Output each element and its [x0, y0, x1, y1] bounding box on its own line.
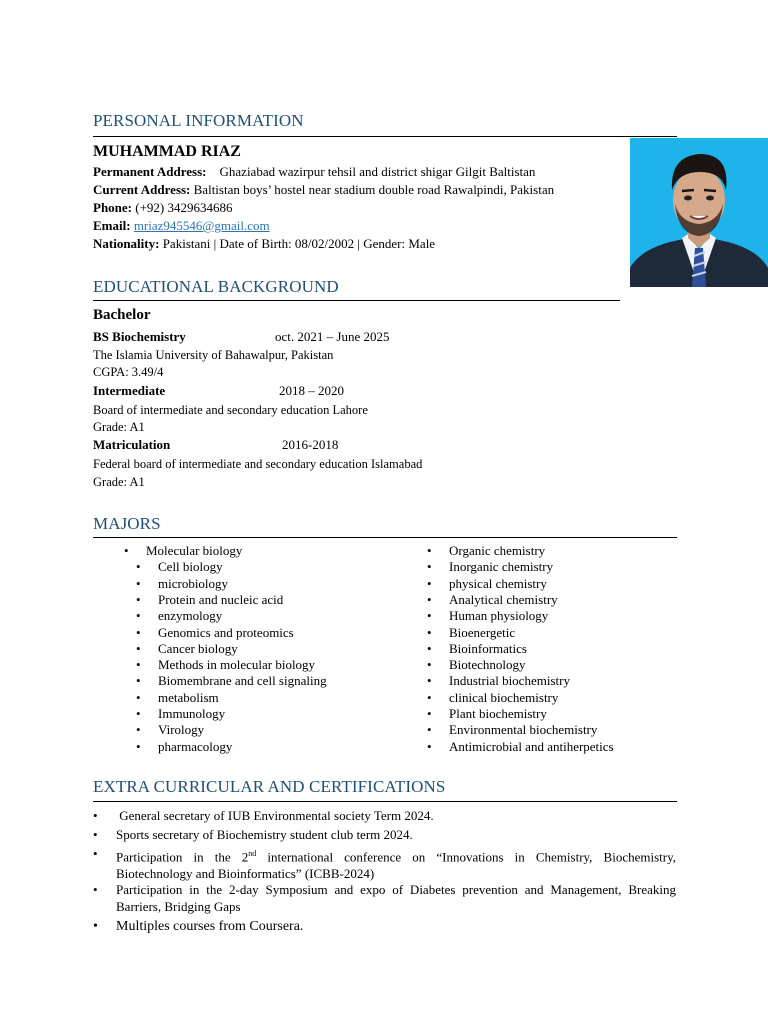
personal-info-rule — [93, 136, 677, 137]
profile-photo — [630, 138, 768, 287]
major-left-item: • Cell biology — [158, 559, 223, 575]
major-left-item: • microbiology — [158, 576, 228, 592]
matriculation-title: Matriculation — [93, 437, 171, 452]
candidate-name: MUHAMMAD RIAZ — [93, 143, 241, 160]
intermediate-board: Board of intermediate and secondary education Lahore — [93, 403, 368, 417]
matriculation-dates: 2016-2018 — [282, 437, 339, 452]
email-line — [93, 218, 270, 234]
major-right-item: • Biotechnology — [449, 657, 526, 673]
extra-item-1 — [93, 807, 676, 824]
extra-item-3-text-b: international conference on “Innovations in Chemistry, Biochemistry, Biotechnology and Bioinformatics” (ICBB-2024) — [116, 849, 676, 882]
extra-item-2 — [93, 826, 676, 843]
email-label: Email: — [93, 218, 131, 233]
majors-heading: MAJORS — [93, 514, 161, 533]
major-right-item: • Organic chemistry — [449, 543, 545, 559]
current-address-label: Current Address: — [93, 182, 191, 197]
extra-item-3 — [93, 845, 676, 882]
major-left-item: • enzymology — [158, 608, 222, 624]
current-address-value: Baltistan boys’ hostel near stadium double road Rawalpindi, Pakistan — [193, 182, 555, 197]
major-right-item: • Bioinformatics — [449, 641, 527, 657]
majors-rule — [93, 537, 677, 538]
bs-institution: The Islamia University of Bahawalpur, Pakistan — [93, 348, 334, 362]
major-left-item: • Methods in molecular biology — [158, 657, 315, 673]
major-left-item: • Immunology — [158, 706, 225, 722]
bs-degree-title: BS Biochemistry — [93, 329, 186, 344]
major-left-item: • Genomics and proteomics — [158, 625, 294, 641]
extra-item-4-text: Participation in the 2-day Symposium and expo of Diabetes prevention and Management, Breaking Barriers, Bridging Gaps — [116, 882, 676, 914]
extra-rule — [93, 801, 677, 802]
bullet-icon: • — [93, 827, 98, 842]
email-link[interactable]: mriaz945546@gmail.com — [133, 218, 270, 233]
major-left-item: • Protein and nucleic acid — [158, 592, 283, 608]
major-left-item: • Molecular biology — [146, 543, 242, 559]
major-left-item: • Cancer biology — [158, 641, 238, 657]
bullet-icon: • — [93, 846, 98, 861]
bullet-icon: • — [93, 919, 98, 934]
phone-label: Phone: — [93, 200, 132, 215]
extra-item-3-sup: nd — [248, 849, 257, 858]
matriculation-grade: Grade: A1 — [93, 475, 145, 489]
extra-item-4 — [93, 881, 676, 915]
intermediate-title: Intermediate — [93, 383, 166, 398]
extra-item-5 — [93, 918, 676, 935]
person-portrait-icon — [630, 138, 768, 287]
extra-item-3-text-a: Participation in the 2 — [116, 849, 249, 865]
major-left-item: • metabolism — [158, 690, 219, 706]
education-rule — [93, 300, 620, 301]
extra-item-5-text: Multiples courses from Coursera. — [116, 919, 304, 934]
major-right-item: • clinical biochemistry — [449, 690, 558, 706]
major-right-item: • Environmental biochemistry — [449, 722, 597, 738]
extra-item-2-text: Sports secretary of Biochemistry student club term 2024. — [116, 827, 413, 842]
major-right-item: • physical chemistry — [449, 576, 547, 592]
matriculation-board: Federal board of intermediate and secondary education Islamabad — [93, 457, 423, 471]
major-right-item: • Bioenergetic — [449, 625, 515, 641]
bachelor-title: Bachelor — [93, 307, 151, 323]
extra-item-1-text: General secretary of IUB Environmental society Term 2024. — [119, 808, 434, 823]
major-right-item: • Antimicrobial and antiherpetics — [449, 739, 614, 755]
major-left-item: • Virology — [158, 722, 204, 738]
phone-line — [93, 200, 233, 216]
major-right-item: • Plant biochemistry — [449, 706, 547, 722]
phone-value: (+92) 3429634686 — [135, 200, 233, 215]
intermediate-grade: Grade: A1 — [93, 420, 145, 434]
education-heading: EDUCATIONAL BACKGROUND — [93, 277, 339, 296]
bs-degree-dates: oct. 2021 – June 2025 — [275, 329, 390, 344]
intermediate-dates: 2018 – 2020 — [279, 383, 344, 398]
bullet-icon: • — [93, 882, 98, 897]
bullet-icon: • — [93, 808, 98, 823]
nationality-value: Pakistani | Date of Birth: 08/02/2002 | Gender: Male — [162, 236, 436, 251]
current-address-line — [93, 182, 554, 198]
major-left-item: • Biomembrane and cell signaling — [158, 673, 327, 689]
bs-cgpa: CGPA: 3.49/4 — [93, 365, 164, 379]
personal-info-heading: PERSONAL INFORMATION — [93, 111, 304, 130]
permanent-address-label: Permanent Address: — [93, 164, 207, 179]
permanent-address-value: Ghaziabad wazirpur tehsil and district shigar Gilgit Baltistan — [219, 164, 536, 179]
major-right-item: • Inorganic chemistry — [449, 559, 553, 575]
major-right-item: • Human physiology — [449, 608, 548, 624]
permanent-address-line — [93, 164, 535, 180]
major-left-item: • pharmacology — [158, 739, 232, 755]
major-right-item: • Industrial biochemistry — [449, 673, 570, 689]
nationality-line — [93, 236, 435, 252]
nationality-label: Nationality: — [93, 236, 160, 251]
extra-heading: EXTRA CURRICULAR AND CERTIFICATIONS — [93, 777, 446, 796]
major-right-item: • Analytical chemistry — [449, 592, 558, 608]
